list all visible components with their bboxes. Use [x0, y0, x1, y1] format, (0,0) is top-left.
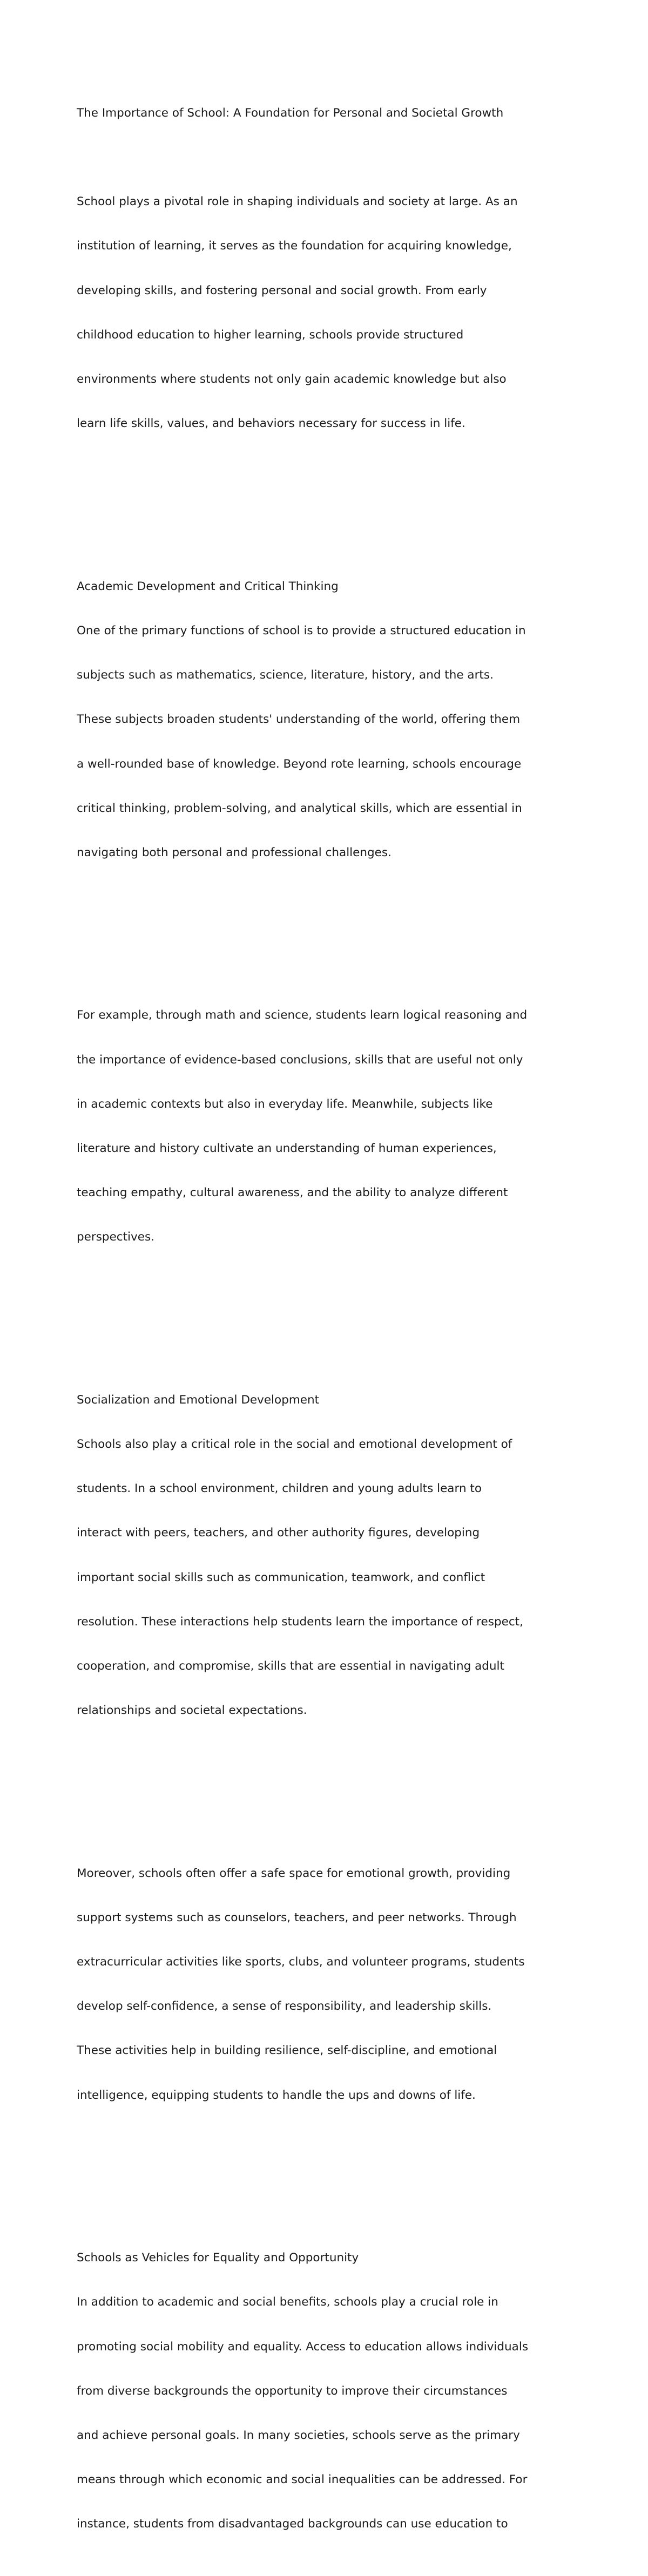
text-line: institution of learning, it serves as the foundation for acquiring knowledge,: [77, 239, 512, 253]
text-line: Moreover, schools often offer a safe space for emotional growth, providing: [77, 1866, 511, 1880]
text-line: Schools also play a critical role in the social and emotional development of: [77, 1438, 512, 1451]
socialization-section: [77, 1363, 579, 1747]
section-heading: Socialization and Emotional Development: [77, 1393, 320, 1407]
text-line: instance, students from disadvantaged backgrounds can use education to: [77, 2517, 508, 2531]
text-line: promoting social mobility and equality. Access to education allows individuals: [77, 2340, 529, 2354]
text-line: These activities help in building resilience, self-discipline, and emotional: [77, 2044, 497, 2058]
section-heading: Schools as Vehicles for Equality and Opportunity: [77, 2251, 359, 2265]
text-line: perspectives.: [77, 1230, 155, 1244]
text-line: critical thinking, problem-solving, and analytical skills, which are essential in: [77, 801, 522, 815]
text-line: intelligence, equipping students to handle the ups and downs of life.: [77, 2088, 476, 2102]
text-line: support systems such as counselors, teachers, and peer networks. Through: [77, 1910, 517, 1924]
text-line: literature and history cultivate an understanding of human experiences,: [77, 1141, 497, 1155]
text-line: relationships and societal expectations.: [77, 1704, 307, 1718]
text-line: These subjects broaden students' understanding of the world, offering them: [77, 713, 521, 727]
document-title: The Importance of School: A Foundation for Personal and Societal Growth: [77, 106, 504, 120]
text-line: navigating both personal and professional challenges.: [77, 845, 392, 859]
text-line: environments where students not only gain academic knowledge but also: [77, 372, 507, 387]
example-paragraph: [77, 979, 579, 1275]
paragraph-gap: [77, 490, 579, 505]
text-line: interact with peers, teachers, and other authority figures, developing: [77, 1526, 480, 1540]
text-line: develop self-confidence, a sense of responsibility, and leadership skills.: [77, 1999, 492, 2014]
intro-paragraph: [77, 165, 579, 460]
text-line: For example, through math and science, students learn logical reasoning and: [77, 1008, 528, 1022]
text-line: extracurricular activities like sports, clubs, and volunteer programs, students: [77, 1955, 525, 1969]
text-line: students. In a school environment, children and young adults learn to: [77, 1482, 482, 1496]
paragraph-gap: [77, 919, 579, 934]
text-line: childhood education to higher learning, schools provide structured: [77, 328, 464, 342]
text-line: resolution. These interactions help students learn the importance of respect,: [77, 1615, 523, 1629]
text-line: School plays a pivotal role in shaping individuals and society at large. As an: [77, 195, 518, 209]
text-line: from diverse backgrounds the opportunity to improve their circumstances: [77, 2384, 508, 2398]
text-line: a well-rounded base of knowledge. Beyond rote learning, schools encourage: [77, 757, 522, 771]
section-heading: Academic Development and Critical Thinking: [77, 579, 339, 593]
text-line: the importance of evidence-based conclusions, skills that are useful not only: [77, 1053, 523, 1067]
text-line: and achieve personal goals. In many societies, schools serve as the primary: [77, 2428, 520, 2442]
text-line: developing skills, and fostering personal and social growth. From early: [77, 283, 487, 297]
equality-section: [77, 2221, 579, 2561]
paragraph-gap: [77, 1777, 579, 1792]
text-line: important social skills such as communication, teamwork, and conflict: [77, 1570, 485, 1584]
text-line: One of the primary functions of school is to provide a structured education in: [77, 623, 526, 638]
paragraph-gap: [77, 2162, 579, 2177]
text-line: teaching empathy, cultural awareness, and the ability to analyze different: [77, 1186, 508, 1200]
academic-section: [77, 550, 579, 890]
text-line: cooperation, and compromise, skills that are essential in navigating adult: [77, 1659, 504, 1673]
text-line: in academic contexts but also in everyday life. Meanwhile, subjects like: [77, 1097, 493, 1111]
document-page: [77, 76, 579, 2576]
text-line: subjects such as mathematics, science, literature, history, and the arts.: [77, 668, 494, 682]
text-line: means through which economic and social inequalities can be addressed. For: [77, 2473, 528, 2487]
text-line: In addition to academic and social benefits, schools play a crucial role in: [77, 2295, 498, 2309]
emotional-growth-paragraph: [77, 1836, 579, 2132]
paragraph-gap: [77, 1304, 579, 1318]
text-line: learn life skills, values, and behaviors necessary for success in life.: [77, 417, 465, 431]
